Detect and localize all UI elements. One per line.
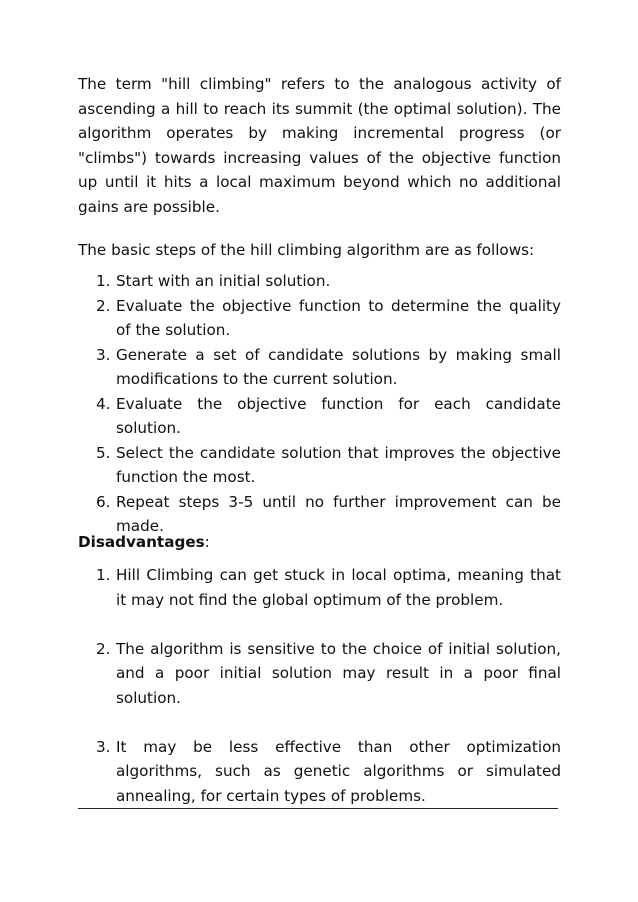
list-item-number: 6. [96,492,111,511]
list-item-number: 3. [96,737,111,756]
list-item-text: Select the candidate solution that improves the objective function the most. [116,443,561,486]
list-item-number: 2. [96,296,111,315]
list-item-number: 2. [96,639,111,658]
list-item-text: Evaluate the objective function for each candidate solution. [116,394,561,437]
list-item-number: 5. [96,443,111,462]
list-item [78,343,561,392]
list-item-number: 4. [96,394,111,413]
list-item-number: 1. [96,272,111,290]
list-item-text: Evaluate the objective function to determine the quality of the solution. [116,296,561,339]
list-item-text: Repeat steps 3-5 until no further improvement can be made. [116,492,561,535]
list-item [78,294,561,343]
disadvantages-heading-text: Disadvantages [78,533,205,551]
horizontal-divider [78,808,558,809]
list-item [78,637,561,711]
intro-paragraph: The term "hill climbing" refers to the analogous activity of ascending a hill to reach its summit (the optimal solution). The algorithm operates by making incremental progress (or "climbs") towards increasing values of the objective function up until it hits a local maximum beyond which no additional gains are possible. [78,75,561,216]
steps-list [78,269,561,539]
list-item-text: It may be less effective than other optimization algorithms, such as genetic algorithms or simulated annealing, for certain types of problems. [116,737,561,805]
list-item [78,269,561,294]
list-item-text: Hill Climbing can get stuck in local optima, meaning that it may not find the global optimum of the problem. [116,566,561,609]
list-item [78,392,561,441]
steps-lead-text: The basic steps of the hill climbing algorithm are as follows: [78,241,535,259]
disadvantages-list [78,563,561,833]
list-item [78,735,561,809]
list-item-text: The algorithm is sensitive to the choice of initial solution, and a poor initial solution may result in a poor final solution. [116,639,561,707]
list-item-number: 1. [96,566,111,584]
disadvantages-heading [78,530,210,555]
list-item [78,563,561,612]
list-item [78,441,561,490]
document-page [78,72,561,805]
list-item-text: Generate a set of candidate solutions by making small modifications to the current solution. [116,345,561,388]
disadvantages-heading-colon: : [204,533,210,551]
list-item-text: Start with an initial solution. [116,272,331,290]
list-item-number: 3. [96,345,111,364]
